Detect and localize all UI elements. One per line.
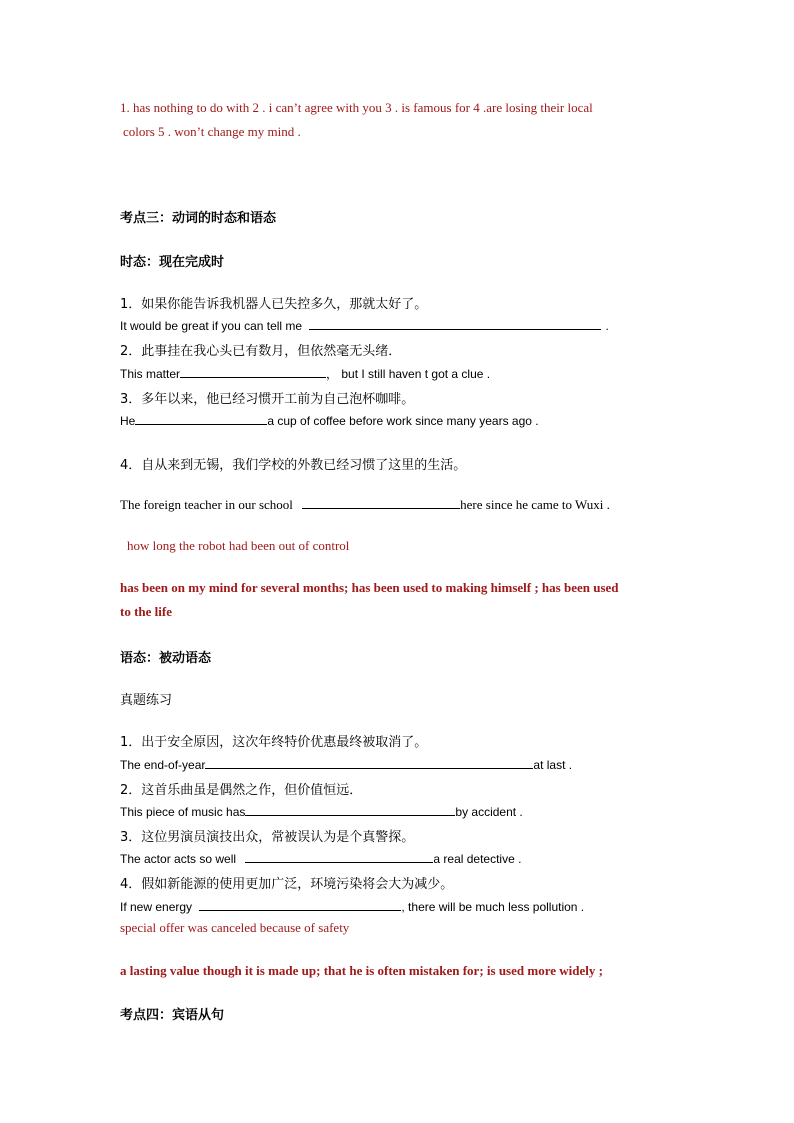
question-cn: 3．这位男演员演技出众，常被误认为是个真警探。 [120,830,415,845]
question-text: It would be great if you can tell me [120,319,303,333]
question-cn: 1．如果你能告诉我机器人已失控多久，那就太好了。 [120,297,428,312]
answer-blank[interactable] [302,496,460,509]
answer-blank[interactable] [245,850,433,863]
answer-blank[interactable] [205,756,533,769]
answer-blank[interactable] [180,365,326,378]
question-en [120,898,584,914]
answer-line: how long the robot had been out of control [127,538,350,553]
answer-blank[interactable] [245,803,455,816]
answer-blank[interactable] [135,412,267,425]
question-text: at last . [533,758,573,772]
question-text: The foreign teacher in our school [120,497,293,512]
question-en [120,317,609,333]
question-cn: 2．这首乐曲虽是偶然之作，但价值恒远． [120,783,363,798]
answer-line: special offer was canceled because of safety [120,920,350,935]
question-en [120,365,490,382]
question-cn: 1．出于安全原因，这次年终特价优惠最终被取消了。 [120,735,428,750]
question-cn: 3．多年以来，他已经习惯开工前为自己泡杯咖啡。 [120,392,415,407]
question-en [120,803,523,819]
answer-blank[interactable] [309,317,601,330]
section-heading: 考点四：宾语从句 [120,1007,225,1022]
question-text: by accident . [455,805,523,819]
answer-line: 1. has nothing to do with 2 . i can’t agree with you 3 . is famous for 4 .are losing their local [120,100,593,115]
question-cn: 4．自从来到无锡，我们学校的外教已经习惯了这里的生活。 [120,458,467,473]
question-text: here since he came to Wuxi . [460,497,610,512]
question-cn: 2．此事挂在我心头已有数月，但依然毫无头绪． [120,344,402,359]
question-cn: 4．假如新能源的使用更加广泛，环境污染将会大为减少。 [120,877,454,892]
practice-heading: 真题练习 [120,693,173,708]
question-text: ， but I still haven t got a clue . [326,367,491,381]
question-text: He [120,414,136,428]
question-text: If new energy [120,900,193,914]
question-en [120,850,521,866]
subsection-heading: 时态：现在完成时 [120,254,225,269]
answer-line: colors 5 . won’t change my mind . [123,124,301,139]
question-en [120,496,610,513]
question-text: This matter [120,367,181,381]
question-text: The end-of-year [120,758,206,772]
question-text: a real detective . [433,852,522,866]
question-text: . [605,319,609,333]
question-text: The actor acts so well [120,852,237,866]
answer-line: to the life [120,604,172,619]
subsection-heading: 语态：被动语态 [120,650,212,665]
question-text: This piece of music has [120,805,246,819]
question-en [120,756,572,772]
section-heading: 考点三：动词的时态和语态 [120,210,277,225]
question-en [120,412,539,428]
answer-blank[interactable] [199,898,401,911]
question-text: , there will be much less pollution . [401,900,585,914]
answer-line: a lasting value though it is made up; that he is often mistaken for; is used more widely ; [120,963,603,978]
answer-line: has been on my mind for several months; has been used to making himself ; has been used [120,580,619,595]
question-text: a cup of coffee before work since many years ago . [267,414,539,428]
